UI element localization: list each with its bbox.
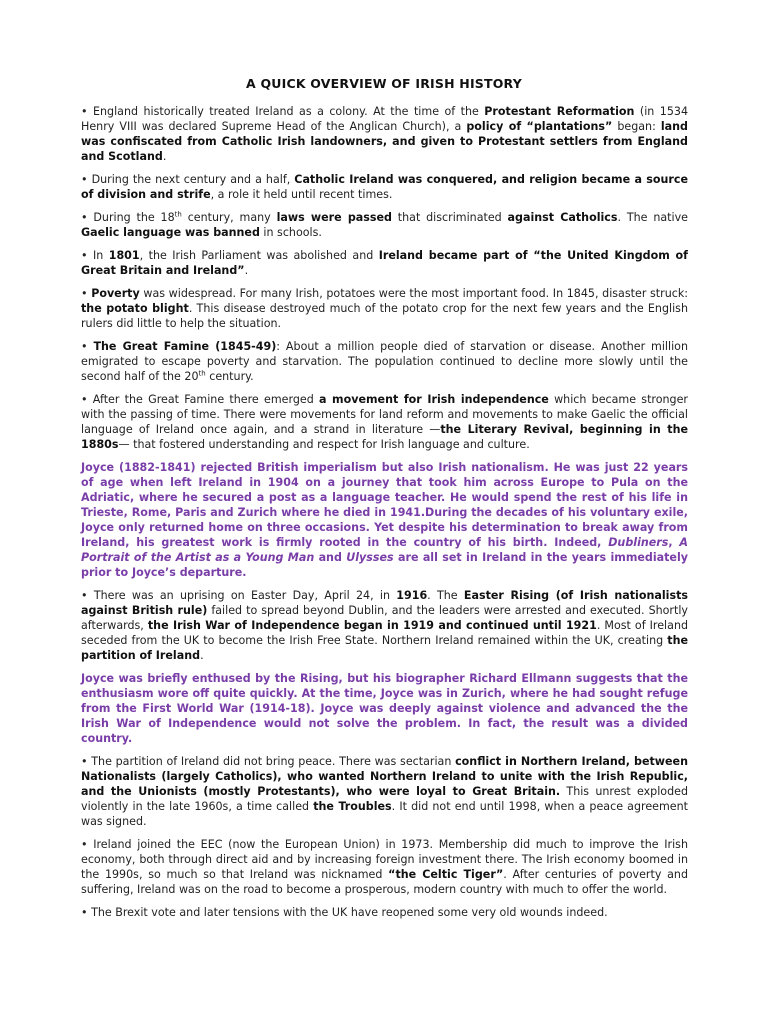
history-paragraph (81, 905, 688, 920)
superscript: th (198, 369, 206, 378)
history-paragraph (81, 104, 688, 164)
text-run: century. (205, 370, 254, 383)
text-run: began: (612, 120, 661, 133)
text-run: are all set in Ireland in the years immediately prior to Joyce’s departure. (81, 551, 688, 579)
bold-text: a movement for Irish independence (318, 393, 549, 406)
bold-text: the partition of Ireland (81, 634, 688, 662)
text-run: and (314, 551, 347, 564)
bold-text: Catholic Ireland was conquered, and religion became a source of division and strife (81, 173, 688, 201)
document-body (81, 104, 688, 928)
bold-text: Easter Rising (of Irish nationalists against British rule) (81, 589, 688, 617)
bold-text: the Troubles (313, 800, 392, 813)
text-run: . After centuries of poverty and suffering, Ireland was on the road to become a prosperous, modern country with much to offer the world. (81, 868, 688, 896)
text-run: • (81, 340, 94, 353)
text-run: century, many (181, 211, 277, 224)
italic-title: Ulysses (346, 551, 394, 564)
history-paragraph (81, 588, 688, 663)
document-title: A QUICK OVERVIEW OF IRISH HISTORY (246, 76, 522, 91)
history-paragraph (81, 754, 688, 829)
bold-text: policy of “plantations” (466, 120, 613, 133)
text-run: • Ireland joined the EEC (now the European Union) in 1973. Membership did much to improve the Irish economy, both through direct aid and by increasing foreign investment there. The Irish economy boomed in the 1990s, so much so that Ireland was nicknamed (81, 838, 688, 881)
text-run: was widespread. For many Irish, potatoes were the most important food. In 1845, disaster struck: (139, 287, 689, 300)
bold-text: the Literary Revival, beginning in the 1880s (81, 423, 688, 451)
text-run: . (244, 264, 249, 277)
text-run: Joyce (1882-1841) rejected British imperialism but also Irish nationalism. He was just 22 years of age when left Ireland in 1904 on a journey that took him across Europe to Pula on the Adriatic, where he secured a post as a language teacher. He would spend the rest of his life in Trieste, Rome, Paris and Zurich where he died in 1941.During the decades of his voluntary exile, Joyce only returned home on three occasions. Yet despite his determination to break away from Ireland, his greatest work is firmly rooted in the country of his birth. Indeed, (81, 461, 688, 549)
bold-text: the potato blight (81, 302, 189, 315)
bold-text: conflict in Northern Ireland, between Nationalists (largely Catholics), who wanted Northern Ireland to unite with the Irish Republic, and the Unionists (mostly Protestants), who were loyal to Great Britain. (81, 755, 688, 798)
history-paragraph (81, 248, 688, 278)
superscript: th (174, 210, 182, 219)
text-run: , the Irish Parliament was abolished and (139, 249, 379, 262)
bold-text: 1801 (108, 249, 140, 262)
bold-text: laws were passed (276, 211, 392, 224)
bold-text: Poverty (91, 287, 140, 300)
text-run: • During the 18 (81, 211, 175, 224)
text-run: , (668, 536, 680, 549)
text-run: • (81, 287, 92, 300)
text-run: — that fostered understanding and respect for Irish language and culture. (118, 438, 530, 451)
history-paragraph (81, 392, 688, 452)
text-run: . It did not end until 1998, when a peace agreement was signed. (81, 800, 688, 828)
history-paragraph (81, 286, 688, 331)
text-run: that discriminated (391, 211, 508, 224)
text-run: • There was an uprising on Easter Day, April 24, in (81, 589, 397, 602)
bold-text: land was confiscated from Catholic Irish landowners, and given to Protestant settlers from England and Scotland (81, 120, 688, 163)
text-run: . This disease destroyed much of the potato crop for the next few years and the English rulers did little to help the situation. (81, 302, 688, 330)
bold-text: against Catholics (507, 211, 618, 224)
text-run: . The native (617, 211, 688, 224)
text-run: : About a million people died of starvation or disease. Another million emigrated to escape poverty and starvation. The population continued to decline more slowly until the second half of the 20 (81, 340, 688, 383)
text-run: , a role it held until recent times. (210, 188, 393, 201)
history-paragraph (81, 339, 688, 384)
joyce-paragraph (81, 460, 688, 580)
text-run: • In (81, 249, 109, 262)
text-run: . (162, 150, 167, 163)
history-paragraph (81, 210, 688, 240)
text-run: Joyce was briefly enthused by the Rising, but his biographer Richard Ellmann suggests that the enthusiasm wore off quite quickly. At the time, Joyce was in Zurich, where he had sought refuge from the First World War (1914-18). Joyce was deeply against violence and advanced the the Irish War of Independence would not solve the problem. In fact, the result was a divided country. (81, 672, 688, 745)
text-run: • After the Great Famine there emerged (81, 393, 319, 406)
bold-text: Protestant Reformation (484, 105, 635, 118)
history-paragraph (81, 172, 688, 202)
text-run: in schools. (259, 226, 322, 239)
bold-text: “the Celtic Tiger” (388, 868, 504, 881)
text-run: failed to spread beyond Dublin, and the leaders were arrested and executed. Shortly afterwards, (81, 604, 688, 632)
text-run: • The partition of Ireland did not bring peace. There was sectarian (81, 755, 456, 768)
history-paragraph (81, 837, 688, 897)
italic-title: Dubliners (608, 536, 669, 549)
bold-text: Ireland became part of “the United Kingdom of Great Britain and Ireland” (81, 249, 688, 277)
text-run: which became stronger with the passing of time. There were movements for land reform and movements to make Gaelic the official language of Ireland once again, and a strand in literature — (81, 393, 688, 436)
bold-text: the Irish War of Independence began in 1919 and continued until 1921 (147, 619, 597, 632)
italic-title: A Portrait of the Artist as a Young Man (81, 536, 688, 564)
text-run: This unrest exploded violently in the late 1960s, a time called (81, 785, 688, 813)
bold-text: Gaelic language was banned (81, 226, 260, 239)
text-run: • During the next century and a half, (81, 173, 295, 186)
text-run: • England historically treated Ireland as a colony. At the time of the (81, 105, 485, 118)
text-run: . (200, 649, 204, 662)
text-run: . The (427, 589, 464, 602)
text-run: • The Brexit vote and later tensions with the UK have reopened some very old wounds indeed. (81, 906, 608, 919)
text-run: . Most of Ireland seceded from the UK to become the Irish Free State. Northern Ireland remained within the UK, creating (81, 619, 689, 647)
bold-text: The Great Famine (1845-49) (93, 340, 277, 353)
text-run: (in 1534 Henry VIII was declared Supreme Head of the Anglican Church), a (81, 105, 688, 133)
bold-text: 1916 (396, 589, 428, 602)
joyce-paragraph (81, 671, 688, 746)
